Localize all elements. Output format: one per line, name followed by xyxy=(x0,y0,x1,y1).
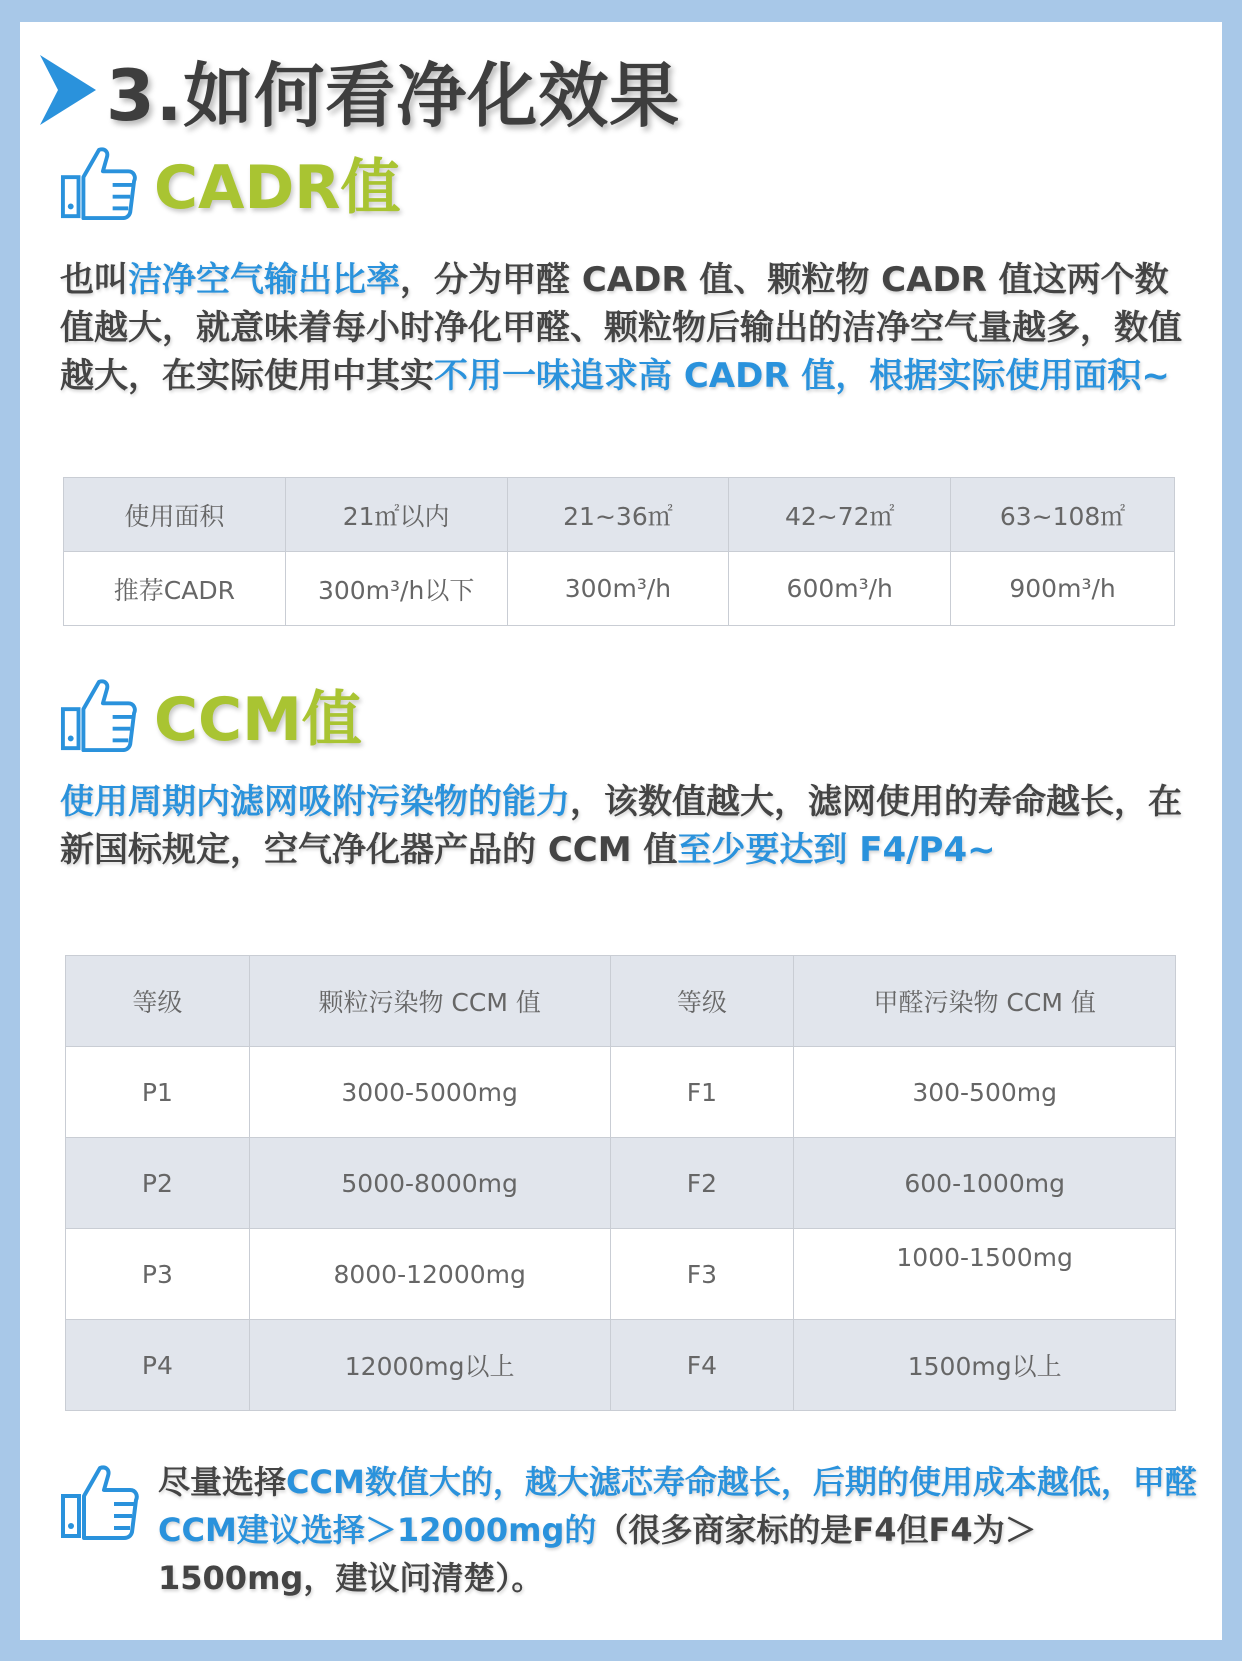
table-cell: 3000-5000mg xyxy=(249,1047,610,1138)
table-header-cell: 等级 xyxy=(610,956,794,1047)
note-text-2: （很多商家标的是F4但F4为＞1500mg，建议问清楚）。 xyxy=(158,1511,1037,1597)
cadr-heading-label: CADR值 xyxy=(154,153,401,223)
table-cell: F2 xyxy=(610,1138,794,1229)
cadr-heading xyxy=(60,140,400,226)
ccm-table xyxy=(65,955,1176,1411)
table-cell: F1 xyxy=(610,1047,794,1138)
table-cell: 12000mg以上 xyxy=(249,1320,610,1411)
thumbs-up-icon xyxy=(60,1462,140,1542)
table-cell: 1000-1500mg xyxy=(794,1229,1176,1320)
table-cell: 300m³/h xyxy=(507,552,729,626)
cadr-highlight-1: 洁净空气输出比率 xyxy=(128,260,400,300)
table-cell: F3 xyxy=(610,1229,794,1320)
ccm-heading-label: CCM值 xyxy=(154,685,362,755)
table-cell: 63~108㎡ xyxy=(951,478,1175,552)
table-cell: 900m³/h xyxy=(951,552,1175,626)
cadr-text-2: ，分为甲醛 CADR 值、颗粒物 CADR 值这两个数值越大，就意味着每小时净化甲醛、颗粒物后输出的洁净空气量越多，数值越大，在实际使用中其实 xyxy=(60,260,1182,396)
table-row xyxy=(66,1229,1176,1320)
ccm-text-1: ，该数值越大，滤网使用的寿命越长，在新国标规定，空气净化器产品的 CCM 值 xyxy=(60,782,1182,870)
table-header-cell: 等级 xyxy=(66,956,250,1047)
ccm-highlight-1: 使用周期内滤网吸附污染物的能力 xyxy=(60,782,570,822)
table-cell: 使用面积 xyxy=(64,478,286,552)
table-header-row xyxy=(66,956,1176,1047)
page-title: 3.如何看净化效果 xyxy=(106,54,681,137)
table-cell: 300m³/h以下 xyxy=(285,552,507,626)
cadr-text-1: 也叫 xyxy=(60,260,128,300)
table-cell: 42~72㎡ xyxy=(729,478,951,552)
table-cell: 600m³/h xyxy=(729,552,951,626)
table-cell: 300-500mg xyxy=(794,1047,1176,1138)
arrow-marker-icon xyxy=(38,53,98,127)
table-cell: P1 xyxy=(66,1047,250,1138)
table-row xyxy=(66,1320,1176,1411)
cadr-table xyxy=(63,477,1175,626)
thumbs-up-icon xyxy=(60,144,138,222)
cadr-highlight-2: 不用一味追求高 CADR 值，根据实际使用面积~ xyxy=(434,356,1170,396)
table-row xyxy=(64,552,1175,626)
table-row xyxy=(66,1047,1176,1138)
note-highlight: CCM数值大的，越大滤芯寿命越长，后期的使用成本越低，甲醛CCM建议选择＞12000mg的 xyxy=(158,1463,1197,1549)
cadr-paragraph xyxy=(60,256,1190,400)
table-cell: P3 xyxy=(66,1229,250,1320)
table-cell: F4 xyxy=(610,1320,794,1411)
table-header-cell: 甲醛污染物 CCM 值 xyxy=(794,956,1176,1047)
table-header-cell: 颗粒污染物 CCM 值 xyxy=(249,956,610,1047)
table-cell: 600-1000mg xyxy=(794,1138,1176,1229)
table-cell: P4 xyxy=(66,1320,250,1411)
ccm-heading xyxy=(60,672,362,758)
ccm-paragraph xyxy=(60,778,1190,874)
table-row xyxy=(66,1138,1176,1229)
ccm-highlight-2: 至少要达到 F4/P4~ xyxy=(677,830,996,870)
table-cell: 5000-8000mg xyxy=(249,1138,610,1229)
table-cell: 推荐CADR xyxy=(64,552,286,626)
table-cell: 8000-12000mg xyxy=(249,1229,610,1320)
table-cell: 1500mg以上 xyxy=(794,1320,1176,1411)
table-cell: P2 xyxy=(66,1138,250,1229)
tip-note xyxy=(158,1458,1198,1602)
note-text-1: 尽量选择 xyxy=(158,1463,287,1501)
table-cell: 21~36㎡ xyxy=(507,478,729,552)
table-row xyxy=(64,478,1175,552)
thumbs-up-icon xyxy=(60,676,138,754)
table-cell: 21㎡以内 xyxy=(285,478,507,552)
page-heading xyxy=(38,45,680,135)
